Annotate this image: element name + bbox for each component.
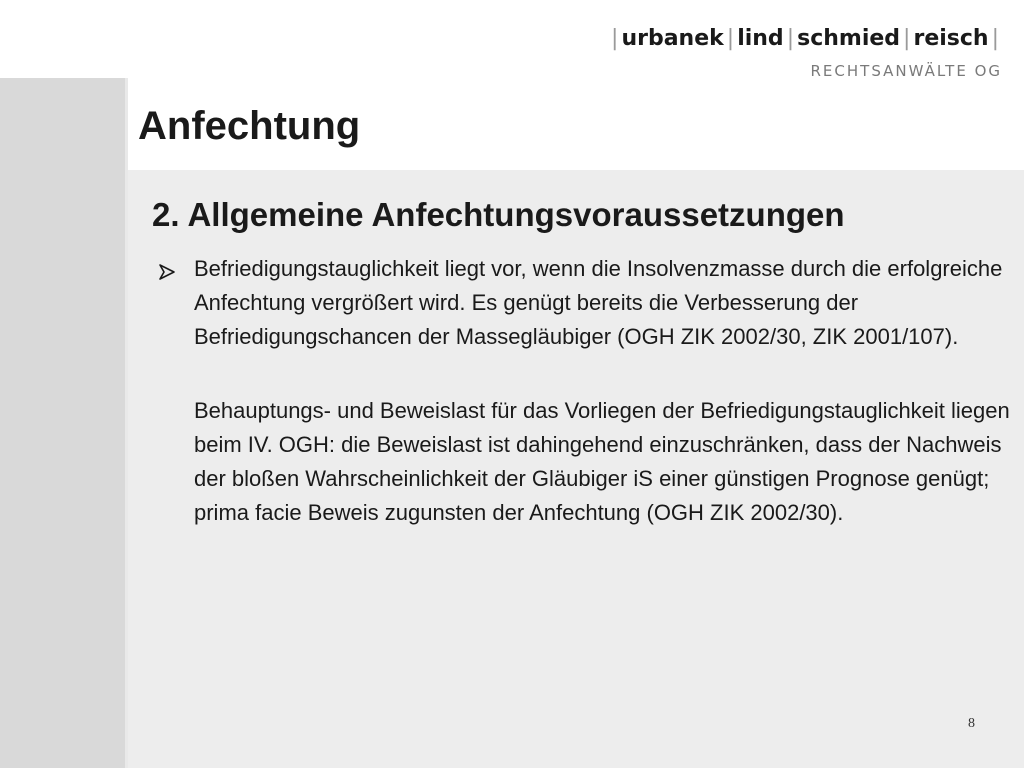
- firm-logo-subtitle: RECHTSANWÄLTE OG: [810, 62, 1002, 80]
- slide-subtitle: 2. Allgemeine Anfechtungsvoraussetzungen: [152, 196, 845, 233]
- left-decor-bar: [0, 78, 125, 768]
- page-number: 8: [968, 716, 975, 731]
- logo-name-3: schmied: [797, 26, 901, 51]
- bullet-paragraph-2: Behauptungs- und Beweislast für das Vorliegen der Befriedigungstauglichkeit liegen beim IV. OGH: die Beweislast ist dahingehend einzuschränken, dass der Nachweis der bloßen Wahrscheinlichkeit der Gläubiger iS einer günstigen Prognose genügt; prima facie Beweis zugunsten der Anfechtung (OGH ZIK 2002/30).: [194, 398, 1010, 525]
- logo-name-4: reisch: [913, 26, 989, 51]
- bullet-paragraph-1: Befriedigungstauglichkeit liegt vor, wenn die Insolvenzmasse durch die erfolgreiche Anfechtung vergrößert wird. Es genügt bereits die Verbesserung der Befriedigungschancen der Massegläubiger (OGH ZIK 2002/30, ZIK 2001/107).: [194, 256, 1003, 349]
- logo-name-2: lind: [737, 26, 784, 51]
- logo-name-1: urbanek: [621, 26, 724, 51]
- arrow-bullet-icon: [158, 258, 176, 290]
- firm-logo: | urbanek | lind | schmied | reisch |: [611, 26, 999, 51]
- slide-title: Anfechtung: [138, 104, 361, 148]
